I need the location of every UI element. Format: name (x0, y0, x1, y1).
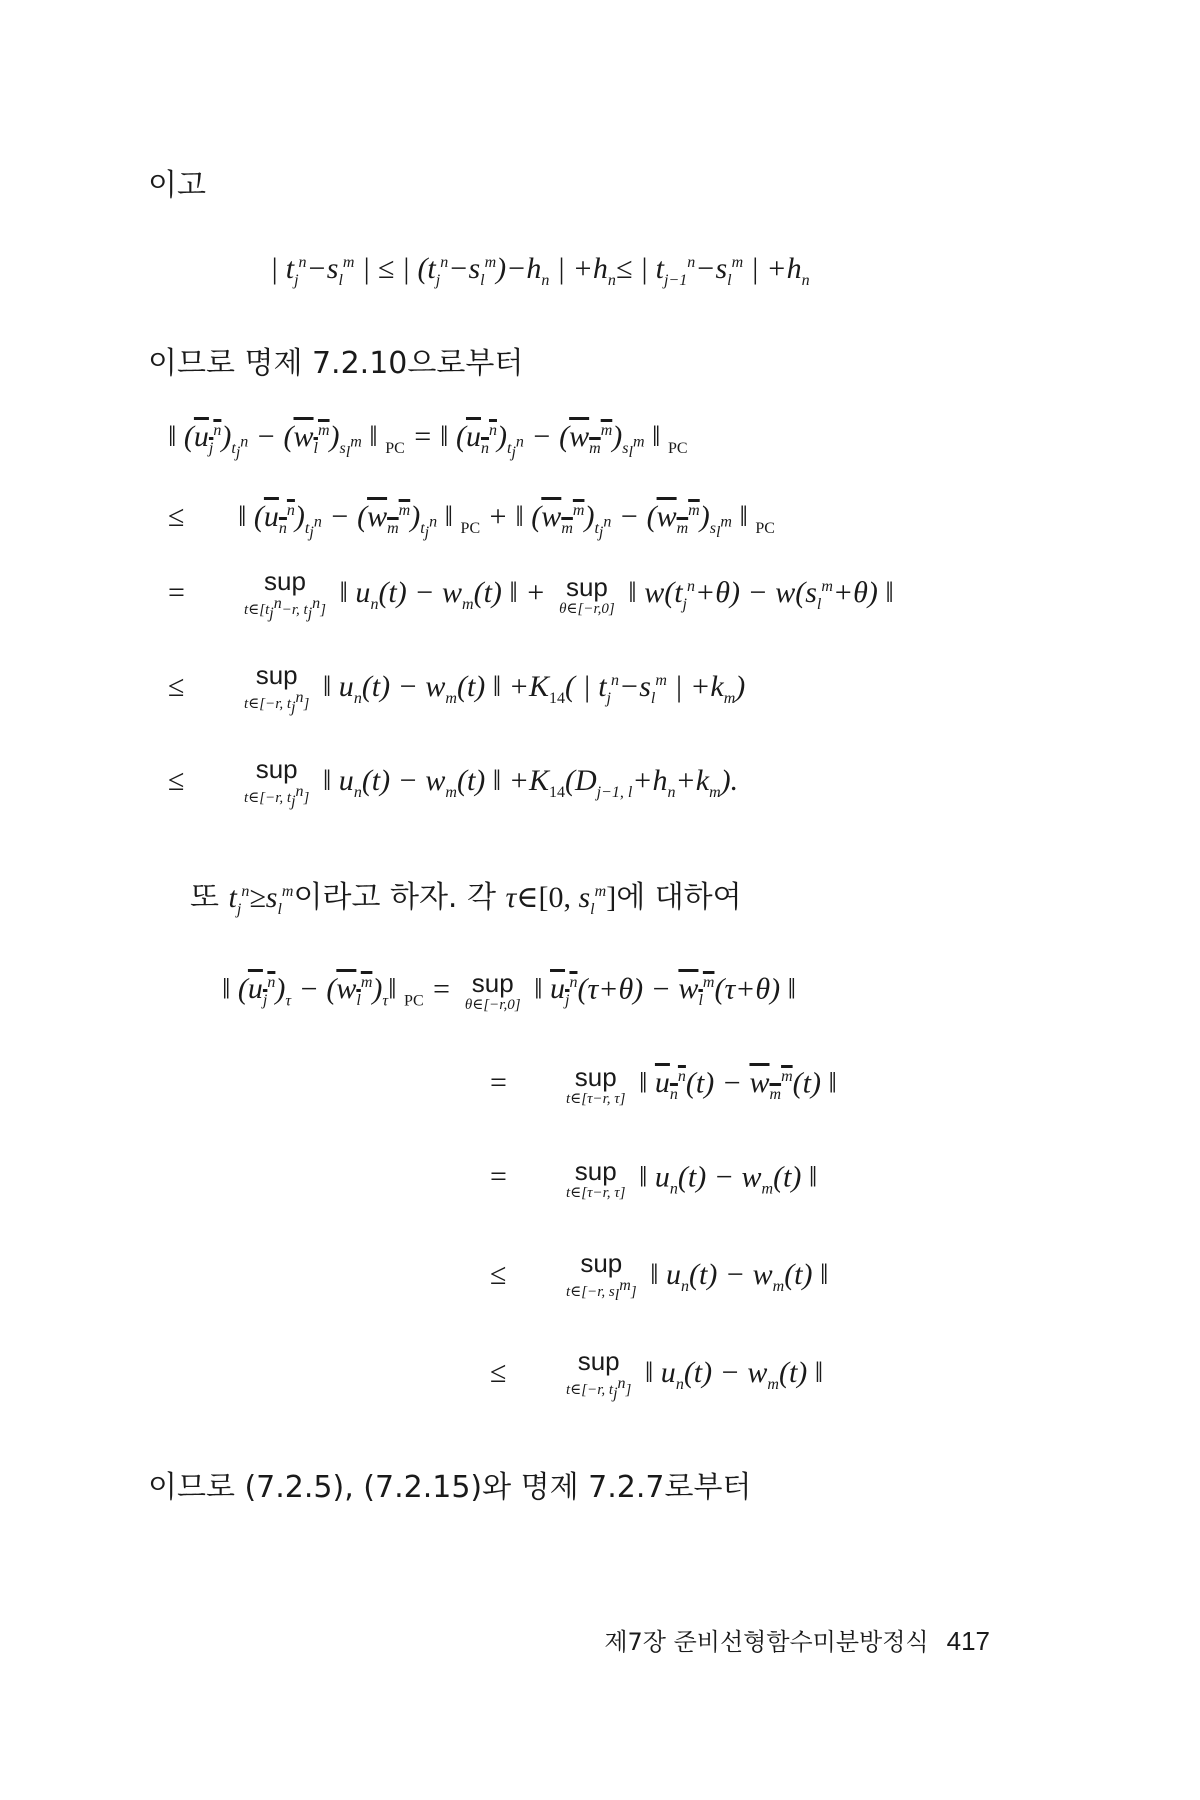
equation-abs-inequality: | $t_j^n-s_l^m$ | ≤ | $(t_j^n-s_l^m)-h_n$ | $+h_n\le$ | $t_{j-1}^n-s_l^m$ | $+h_n$ (270, 252, 810, 289)
page-footer (604, 1622, 990, 1657)
equation-tau-line-3: = sup t∈[τ−r, τ] ‖ $u_n(t) - w_m(t)$ ‖ (490, 1156, 818, 1201)
equation-line-1: ‖ $(u_j^n)_{t_j^n} - (w_l^m)_{s_l^m}$ ‖ $_{PC}$ = ‖ $(u_n^n)_{t_j^n} - (w_m^m)_{s_l^m}$ ‖ $_{PC}$ (168, 420, 688, 462)
page-number: 417 (946, 1626, 990, 1656)
equation-line-5: ≤ sup t∈[−r, $t_j^n$] ‖ $u_n(t) - w_m(t)$ ‖ $+K_{14}(D_{j-1, l}+h_n+k_m)$. (168, 754, 739, 810)
equation-line-3: = sup $t\in[t_j^n-r$, $t_j^n$] ‖ $u_n(t) - w_m(t)$ ‖ + sup θ∈[−r,0] ‖ $w(t_j^n+\theta) - w(s_l^m+\theta)$ ‖ (168, 566, 894, 622)
text-line-igo: 이고 (148, 168, 206, 203)
text-line-references: 이므로 (7.2.5), (7.2.15)와 명제 7.2.7로부터 (148, 1470, 752, 1505)
equation-line-2: ≤ ‖ $(u_n^n)_{t_j^n} - (w_m^m)_{t_j^n}$ ‖ $_{PC}$ + ‖ $(w_m^m)_{t_j^n} - (w_m^m)_{s_l^m}$ ‖ $_{PC}$ (168, 500, 775, 542)
chapter-title: 제7장 준비선형함수미분방정식 (604, 1628, 929, 1656)
equation-tau-line-5: ≤ sup t∈[−r, $t_j^n$] ‖ $u_n(t) - w_m(t)$ ‖ (490, 1346, 824, 1402)
equation-tau-line-2: = sup t∈[τ−r, τ] ‖ $u_n^n(t) - w_m^m(t)$ ‖ (490, 1062, 837, 1107)
equation-tau-line-1: ‖ $(u_j^n)_\tau$ − $(w_l^m)_\tau‖$ $_{PC}$ = sup θ∈[−r,0] ‖ $u_j^n(\tau+\theta) - w_l^m(\tau+\theta)$ ‖ (222, 968, 797, 1013)
text-line-case-tj-geq-sl: 또 $t_j^n\ge s_l^m$이라고 하자. 각 τ∈[0, $s_l^m$]에 대하여 (190, 880, 742, 918)
equation-line-4: ≤ sup t∈[−r, $t_j^n$] ‖ $u_n(t) - w_m(t)$ ‖ $+K_{14}$( | $t_j^n-s_l^m$ | $+k_m$) (168, 660, 746, 716)
text-line-proposition-7-2-10: 이므로 명제 7.2.10으로부터 (148, 346, 524, 381)
equation-tau-line-4: ≤ sup t∈[−r, $s_l^m$] ‖ $u_n(t) - w_m(t)$ ‖ (490, 1248, 829, 1304)
